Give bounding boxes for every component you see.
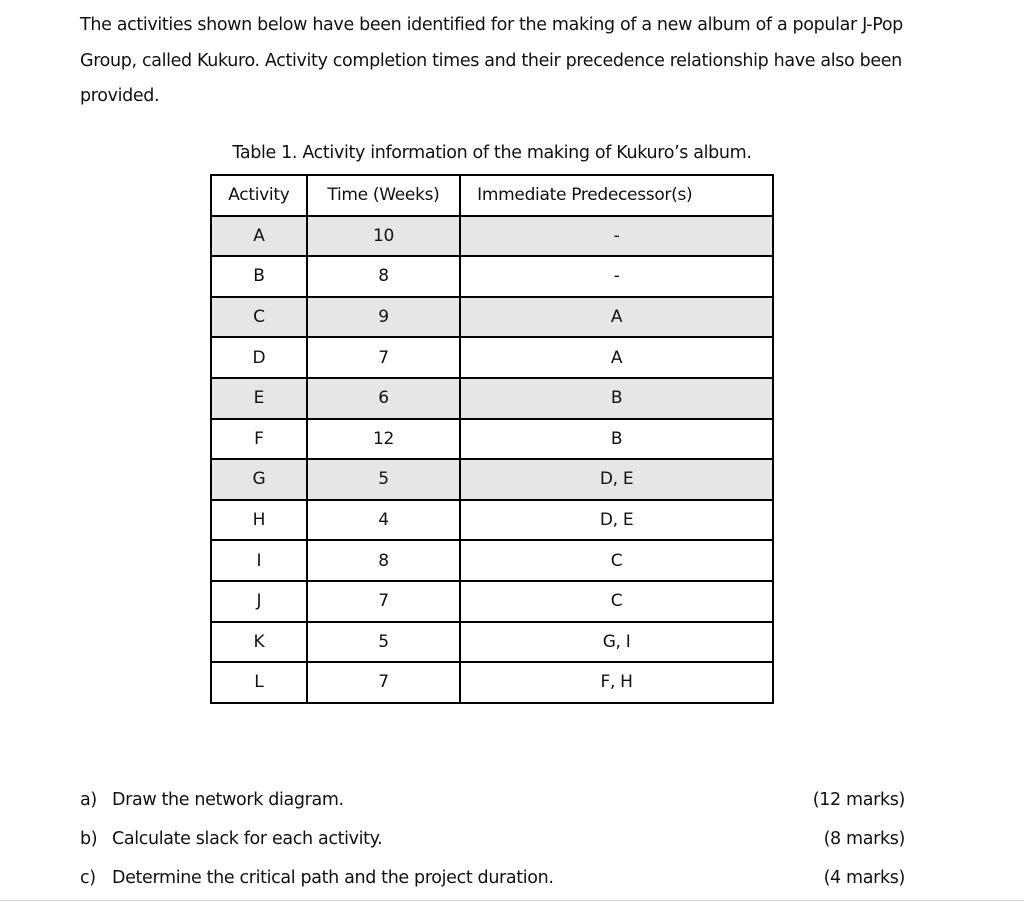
header-predecessors: Immediate Predecessor(s): [460, 175, 773, 216]
time-cell: 7: [307, 337, 460, 378]
activity-cell: I: [211, 540, 307, 581]
question-marks: (8 marks): [823, 829, 905, 849]
question-item: [80, 782, 905, 821]
activity-cell: G: [211, 459, 307, 500]
predecessor-cell: D, E: [460, 459, 773, 500]
activity-table: [210, 174, 774, 704]
table-row: [211, 540, 773, 581]
question-label: c): [80, 868, 96, 888]
table-row: [211, 216, 773, 257]
table-row: [211, 419, 773, 460]
time-cell: 7: [307, 581, 460, 622]
predecessor-cell: D, E: [460, 500, 773, 541]
bottom-divider: [0, 900, 1024, 901]
activity-cell: K: [211, 622, 307, 663]
time-cell: 10: [307, 216, 460, 257]
intro-paragraph: The activities shown below have been identified for the making of a new album of a popular J-Pop Group, called Kukuro. Activity completion times and their precedence relationship have also been provided.: [80, 15, 903, 106]
time-cell: 7: [307, 662, 460, 703]
table-row: [211, 337, 773, 378]
header-time: Time (Weeks): [307, 175, 460, 216]
activity-cell: F: [211, 419, 307, 460]
activity-cell: C: [211, 297, 307, 338]
predecessor-cell: C: [460, 540, 773, 581]
table-row: [211, 459, 773, 500]
question-marks: (12 marks): [812, 790, 905, 810]
table-row: [211, 662, 773, 703]
time-cell: 6: [307, 378, 460, 419]
question-item: [80, 860, 905, 899]
question-list: [80, 782, 905, 899]
predecessor-cell: G, I: [460, 622, 773, 663]
time-cell: 4: [307, 500, 460, 541]
activity-cell: D: [211, 337, 307, 378]
time-cell: 8: [307, 256, 460, 297]
predecessor-cell: -: [460, 256, 773, 297]
predecessor-cell: B: [460, 419, 773, 460]
question-text: Draw the network diagram.: [112, 790, 344, 810]
activity-cell: E: [211, 378, 307, 419]
predecessor-cell: A: [460, 337, 773, 378]
table-caption: Table 1. Activity information of the making of Kukuro’s album.: [232, 143, 752, 163]
question-text: Determine the critical path and the project duration.: [112, 868, 554, 888]
activity-cell: A: [211, 216, 307, 257]
activity-cell: L: [211, 662, 307, 703]
time-cell: 8: [307, 540, 460, 581]
activity-cell: J: [211, 581, 307, 622]
question-text: Calculate slack for each activity.: [112, 829, 383, 849]
question-item: [80, 821, 905, 860]
time-cell: 5: [307, 459, 460, 500]
question-label: a): [80, 790, 97, 810]
table-row: [211, 581, 773, 622]
time-cell: 9: [307, 297, 460, 338]
question-marks: (4 marks): [823, 868, 905, 888]
table-row: [211, 622, 773, 663]
header-activity: Activity: [211, 175, 307, 216]
activity-cell: H: [211, 500, 307, 541]
table-row: [211, 256, 773, 297]
table-row: [211, 297, 773, 338]
activity-cell: B: [211, 256, 307, 297]
question-label: b): [80, 829, 98, 849]
time-cell: 12: [307, 419, 460, 460]
predecessor-cell: A: [460, 297, 773, 338]
time-cell: 5: [307, 622, 460, 663]
table-header-row: [211, 175, 773, 216]
table-row: [211, 500, 773, 541]
predecessor-cell: B: [460, 378, 773, 419]
predecessor-cell: F, H: [460, 662, 773, 703]
predecessor-cell: -: [460, 216, 773, 257]
predecessor-cell: C: [460, 581, 773, 622]
table-row: [211, 378, 773, 419]
